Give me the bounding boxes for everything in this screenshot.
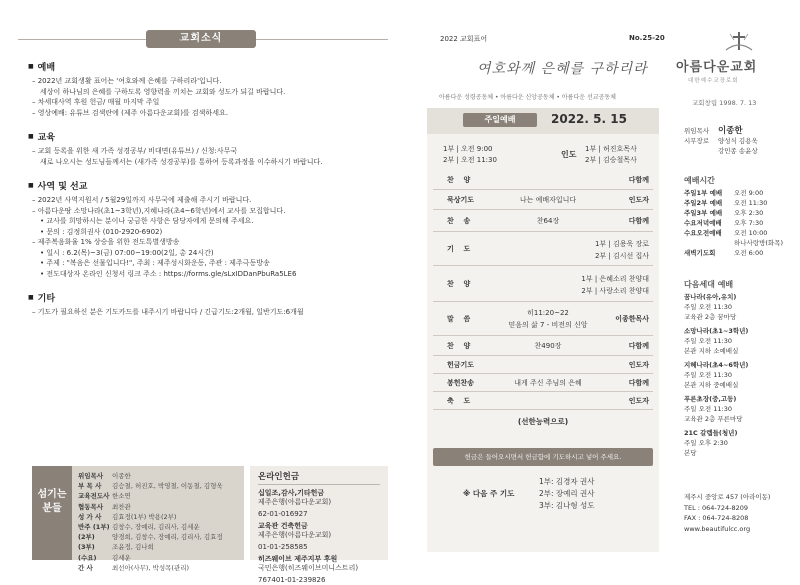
news-line: – 차세대사역 후원 헌금/ 매월 마지막 주일 (32, 97, 382, 108)
staff-names: 양성식 김용욱 (718, 137, 758, 145)
volunteer-names: 최선아(사무), 박성목(관리) (112, 563, 189, 573)
order-item: 축 도 (447, 396, 470, 406)
volunteer-role: 반주 (1부) (78, 522, 112, 532)
staff-row (684, 146, 758, 156)
news-line: 세상이 하나님의 은혜를 구하도록 영향력을 끼치는 교회와 성도가 되길 바랍니다. (32, 87, 382, 98)
staff-role: 시무장로 (684, 136, 718, 146)
staff-list (684, 126, 758, 156)
news-line: – 2022년 사역지원서 / 5월29일까지 사무국에 제출해 주시기 바랍니다. (32, 195, 382, 206)
order-item: 찬 송 (447, 216, 470, 226)
order-row (433, 266, 653, 302)
section-heading: ■ 예배 (28, 60, 382, 73)
order-person-1: 1부 | 김용욱 장로 (595, 238, 649, 250)
volunteer-role: 협동목사 (78, 502, 112, 512)
address: 제주시 중앙로 457 (아라이동) (684, 492, 770, 503)
order-row (433, 356, 653, 374)
next-week-label: ※ 다음 주 기도 (463, 488, 514, 499)
account-name: 히즈웨이브 제주지부 후원 (258, 554, 380, 564)
news-line: – 아름다운땅 소망나라(초1~3학년),지혜나라(초4~6학년)에서 교사를 모집합니다. (32, 206, 382, 217)
volunteer-names: 김효정(1부) 박용(2부) (112, 512, 176, 522)
volunteer-role: 성 가 사 (78, 512, 112, 522)
fax: FAX : 064-724-8208 (684, 513, 770, 524)
next-gen-time: 주일 오후 2:30 (684, 438, 748, 448)
order-item: 봉헌찬송 (447, 378, 474, 388)
service-times (684, 176, 783, 258)
church-news-title: 교회소식 (146, 30, 256, 48)
volunteer-row (78, 481, 242, 491)
order-row (433, 170, 653, 190)
leader-label: 인도 (561, 149, 576, 160)
volunteer-role: (2부) (78, 532, 112, 542)
issue-number: No.25-20 (629, 34, 665, 42)
next-gen-name: 지혜나라(초4~6학년) (684, 360, 748, 370)
service-name: 수요저녁예배 (684, 218, 734, 228)
news-section (32, 130, 382, 167)
service-times-list (684, 188, 783, 258)
order-person: 인도자 (629, 360, 649, 370)
founding-date: 교회창립 1998. 7. 13 (692, 98, 756, 107)
account-name: 교육관 건축헌금 (258, 521, 380, 531)
next-gen-item (684, 360, 748, 390)
volunteer-row (78, 502, 242, 512)
church-logo-icon (724, 30, 754, 52)
order-person: 인도자 (629, 396, 649, 406)
next-gen-time: 주일 오전 11:30 (684, 336, 748, 346)
next-gen-item (684, 326, 748, 356)
telephone: TEL : 064-724-8209 (684, 503, 770, 514)
online-account-list (258, 488, 380, 585)
account-bank: 제주은행(아름다운교회) (258, 498, 380, 508)
volunteer-row (78, 532, 242, 542)
news-line: • 주제 : "복음은 선물입니다!", 주최 : 제주성시화운동, 주관 : 제주극동방송 (32, 258, 382, 269)
account-bank: 국민은행(히즈웨이브미니스트리) (258, 564, 380, 574)
online-divider (258, 484, 380, 485)
service-1-leader: 1부 | 허진호목사 (585, 144, 637, 154)
news-line: – 제주복음화율 1% 상승을 위한 전도특별생방송 (32, 237, 382, 248)
next-gen-place: 본관 지하 소예배실 (684, 346, 748, 356)
service-time-row (684, 208, 783, 218)
worship-tag: 주일예배 (463, 113, 537, 127)
website-link[interactable]: www.beautifulcc.org (684, 524, 770, 535)
volunteer-role: 간 사 (78, 563, 112, 573)
service-times-title: 예배시간 (684, 176, 783, 186)
next-gen-item (684, 292, 748, 322)
service-2-leader: 2부 | 김승철목사 (585, 155, 637, 165)
order-item: 찬 양 (447, 279, 470, 289)
service-time: 오후 2:30 (734, 209, 763, 217)
service-name: 주일1부 예배 (684, 188, 734, 198)
next-gen-item (684, 428, 748, 458)
volunteer-names: 이종한 (112, 471, 131, 481)
account-name: 십일조,감사,기타헌금 (258, 488, 380, 498)
online-offering-box (250, 466, 388, 560)
next-week-1: 1부: 김경자 권사 (539, 476, 595, 488)
order-content: 찬490장 (493, 341, 603, 351)
volunteer-row (78, 542, 242, 552)
offering-notice: 헌금은 들어오시면서 헌금함에 기도하시고 넣어 주세요. (433, 448, 653, 466)
section-heading: ■ 사역 및 선교 (28, 179, 382, 192)
service-1-time: 1부 | 오전 9:00 (443, 144, 493, 154)
service-time-row (684, 188, 783, 198)
staff-role: 위임목사 (684, 126, 718, 136)
news-section (32, 60, 382, 118)
order-content: 내게 주신 주님의 은혜 (493, 378, 603, 388)
section-heading: ■ 기타 (28, 291, 382, 304)
next-gen-worship (684, 280, 748, 462)
next-gen-place: 본관 지하 중예배실 (684, 380, 748, 390)
volunteer-names: 김승철, 허진호, 박영철, 이동철, 김형욱 (112, 481, 223, 491)
sermon-title: 믿음의 삶 7 - 비전의 신앙 (493, 320, 603, 330)
next-gen-list (684, 292, 748, 458)
order-person: 이종한목사 (615, 314, 649, 324)
order-row (433, 232, 653, 266)
news-line: – 영상예배: 유튜브 검색란에 (제주 아름다운교회)를 검색하세요. (32, 108, 382, 119)
contact-info (684, 492, 770, 534)
news-line: • 교사를 희망하시는 분이나 궁금한 사항은 담당자에게 문의해 주세요. (32, 216, 382, 227)
volunteers-list (78, 471, 242, 573)
next-gen-time: 주일 오전 11:30 (684, 370, 748, 380)
next-gen-place: 본당 (684, 448, 748, 458)
order-row (433, 210, 653, 232)
volunteer-row (78, 471, 242, 481)
order-content: 찬64장 (493, 216, 603, 226)
closing-hymn: (선한능력으로) (427, 416, 659, 427)
order-row (433, 190, 653, 210)
order-content: 나는 예배자입니다 (493, 195, 603, 205)
next-gen-time: 주일 오전 11:30 (684, 302, 748, 312)
volunteer-row (78, 512, 242, 522)
news-line: • 일시 : 6.2(목)~3(금) 07:00~19:00(2일, 총 24시간) (32, 248, 382, 259)
news-line: 새로 나오시는 성도님들께서는 (새가족 성경공부)를 통하여 등록과정을 이수하시기 바랍니다. (32, 157, 382, 168)
service-time: 오전 11:30 (734, 199, 767, 207)
service-time-row (684, 198, 783, 208)
volunteer-row (78, 491, 242, 501)
next-gen-time: 주일 오전 11:30 (684, 404, 748, 414)
account-bank: 제주은행(아름다운교회) (258, 531, 380, 541)
section-heading: ■ 교육 (28, 130, 382, 143)
service-time: 오전 9:00 (734, 189, 763, 197)
volunteer-names: 최찬관 (112, 502, 131, 512)
order-person-1: 1부 | 은혜소리 찬양대 (581, 273, 649, 285)
service-time-row (684, 248, 783, 258)
church-news-page (0, 0, 400, 566)
news-sections (32, 60, 382, 330)
service-name: 주일3부 예배 (684, 208, 734, 218)
next-gen-place: 교육관 2층 푸른마당 (684, 414, 748, 424)
volunteer-names: 조윤정, 김나희 (112, 542, 154, 552)
motto-year: 2022 교회표어 (440, 34, 487, 44)
account-number: 01-01-258585 (258, 543, 380, 553)
next-gen-item (684, 394, 748, 424)
community-slogans: 아름다운 성령공동체 • 아름다운 신앙공동체 • 아름다운 선교공동체 (439, 92, 616, 101)
volunteer-row (78, 522, 242, 532)
next-week-2: 2부: 장예리 권사 (539, 488, 595, 500)
order-row (433, 374, 653, 392)
order-row (433, 392, 653, 410)
church-name: 아름다운교회 (676, 56, 757, 75)
volunteer-role: (수요) (78, 553, 112, 563)
volunteer-names: 한소연 (112, 491, 131, 501)
worship-header (427, 108, 659, 134)
next-gen-name: 소망나라(초1~3학년) (684, 326, 748, 336)
news-line: – 교회 등록을 위한 새 가족 성경공부/ 비대면(유튜브) / 신청:사무국 (32, 146, 382, 157)
service-time: 오전 6:00 (734, 249, 763, 257)
order-item: 찬 양 (447, 341, 470, 351)
order-person-2: 2부 | 사랑소리 찬양대 (581, 285, 649, 297)
volunteer-role: 부 목 사 (78, 481, 112, 491)
next-gen-name: 21C 갈렙들(청년) (684, 428, 748, 438)
motto-calligraphy: 여호와께 은혜를 구하리라 (477, 58, 627, 80)
order-item: 헌금기도 (447, 360, 474, 370)
volunteer-row (78, 553, 242, 563)
volunteer-role: 교육전도사 (78, 491, 112, 501)
order-row (433, 302, 653, 336)
worship-date: 2022. 5. 15 (551, 112, 627, 126)
staff-row (684, 126, 758, 136)
service-time: 오전 10:00 (734, 229, 767, 237)
next-week-names (539, 476, 595, 512)
order-item: 찬 양 (447, 175, 470, 185)
volunteer-row (78, 563, 242, 573)
volunteers-box (32, 466, 244, 560)
service-time-row (684, 228, 783, 238)
order-row (433, 336, 653, 356)
news-section (32, 179, 382, 279)
service-name: 수요오전예배 (684, 228, 734, 238)
online-offering-title: 온라인헌금 (258, 470, 380, 482)
order-item: 묵상기도 (447, 195, 474, 205)
service-time-row (684, 218, 783, 228)
account-number: 62-01-016927 (258, 510, 380, 520)
church-denomination: 대한예수교장로회 (688, 76, 739, 84)
service-time: 오후 7:30 (734, 219, 763, 227)
volunteer-role: (3부) (78, 542, 112, 552)
staff-row (684, 136, 758, 146)
order-person: 다함께 (629, 341, 649, 351)
news-line: • 문의 : 김정희권사 (010-2920-6902) (32, 227, 382, 238)
order-person: 다함께 (629, 216, 649, 226)
volunteers-label: 섬기는 분들 (32, 466, 72, 560)
service-time: 하나사랑방(화목) (734, 239, 783, 247)
sermon-scripture: 히11:20~22 (493, 308, 603, 318)
news-line: – 2022년 교회생활 표어는 '여호와께 은혜를 구하리라'입니다. (32, 76, 382, 87)
order-person-2: 2부 | 김시선 집사 (595, 250, 649, 262)
account-number: 767401-01-239826 (258, 576, 380, 585)
news-section (32, 291, 382, 318)
order-item: 말 씀 (447, 314, 470, 324)
service-time-row (684, 238, 783, 248)
news-line: – 기도가 필요하신 분은 기도카드를 내주시기 바랍니다 / 긴급기도:2개월, 일반기도:6개월 (32, 307, 382, 318)
service-2-time: 2부 | 오전 11:30 (443, 155, 497, 165)
next-gen-name: 푸른초장(중,고등) (684, 394, 748, 404)
staff-names: 강민종 송윤상 (718, 147, 758, 155)
next-gen-title: 다음세대 예배 (684, 280, 748, 290)
order-person: 인도자 (629, 195, 649, 205)
order-person: 다함께 (629, 378, 649, 388)
volunteer-names: 김창수, 장예리, 김리사, 김세운 (112, 522, 200, 532)
order-item: 기 도 (447, 244, 470, 254)
volunteer-names: 양경희, 김창수, 장예리, 김리사, 김효정 (112, 532, 223, 542)
order-person: 다함께 (629, 175, 649, 185)
staff-names: 이종한 (718, 126, 743, 136)
next-gen-name: 꿈나라(유아,유치) (684, 292, 748, 302)
volunteer-role: 위임목사 (78, 471, 112, 481)
next-gen-place: 교육관 2층 꿈마당 (684, 312, 748, 322)
sunday-worship-panel (427, 108, 659, 552)
news-line: • 전도대상자 온라인 신청서 링크 주소 : https://forms.gle/sLxIDDanPbuRa5LE6 (32, 269, 382, 280)
service-name: 새벽기도회 (684, 248, 734, 258)
volunteer-names: 김세운 (112, 553, 131, 563)
service-name: 주일2부 예배 (684, 198, 734, 208)
next-week-3: 3부: 김나형 성도 (539, 500, 595, 512)
